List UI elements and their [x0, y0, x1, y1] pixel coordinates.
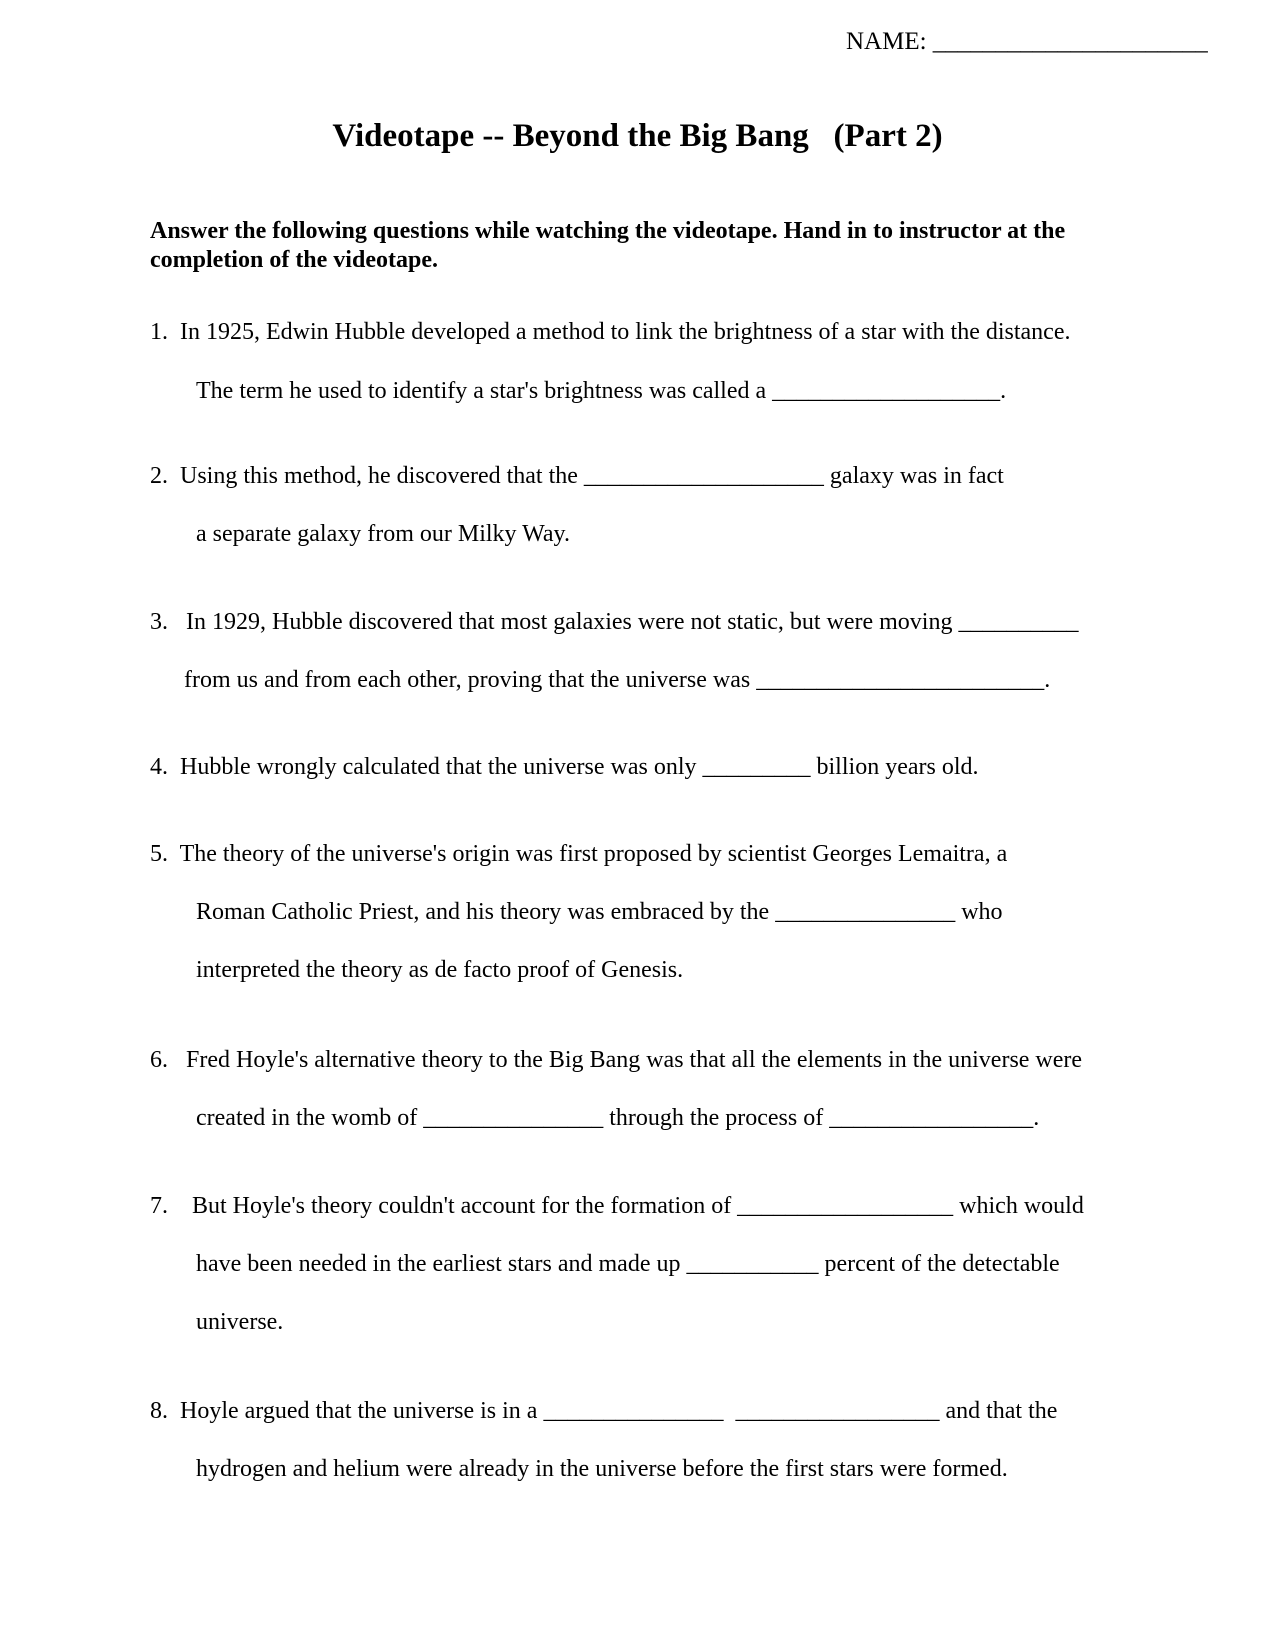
question-4-line-1: 4. Hubble wrongly calculated that the universe was only _________ billion years old.	[150, 754, 979, 780]
name-field-label: NAME: ______________________	[846, 28, 1208, 55]
question-1-line-2: The term he used to identify a star's brightness was called a ___________________.	[196, 378, 1007, 404]
question-7-line-2: have been needed in the earliest stars and made up ___________ percent of the detectable	[196, 1251, 1060, 1277]
question-8-line-2: hydrogen and helium were already in the universe before the first stars were formed.	[196, 1456, 1008, 1482]
question-2-line-1: 2. Using this method, he discovered that the ____________________ galaxy was in fact	[150, 463, 1004, 489]
question-5-line-1: 5. The theory of the universe's origin was first proposed by scientist Georges Lemaitra, a	[150, 841, 1008, 867]
instructions-text: Answer the following questions while watching the videotape. Hand in to instructor at the completion of the videotape.	[150, 218, 1066, 273]
question-7-line-3: universe.	[196, 1309, 284, 1335]
question-6-line-2: created in the womb of _______________ through the process of _________________.	[196, 1105, 1040, 1131]
question-8-line-1: 8. Hoyle argued that the universe is in a _______________ _________________ and that the	[150, 1398, 1058, 1424]
question-1-line-1: 1. In 1925, Edwin Hubble developed a method to link the brightness of a star with the distance.	[150, 319, 1071, 345]
question-3-line-1: 3. In 1929, Hubble discovered that most galaxies were not static, but were moving __________	[150, 609, 1079, 635]
question-5-line-3: interpreted the theory as de facto proof of Genesis.	[196, 957, 684, 983]
question-7-line-1: 7. But Hoyle's theory couldn't account for the formation of __________________ which would	[150, 1193, 1084, 1219]
question-2-line-2: a separate galaxy from our Milky Way.	[196, 521, 570, 547]
page-title: Videotape -- Beyond the Big Bang (Part 2)	[332, 118, 943, 154]
question-3-line-2: from us and from each other, proving that the universe was ________________________.	[184, 667, 1051, 693]
question-6-line-1: 6. Fred Hoyle's alternative theory to the Big Bang was that all the elements in the universe were	[150, 1047, 1083, 1073]
question-5-line-2: Roman Catholic Priest, and his theory was embraced by the _______________ who	[196, 899, 1003, 925]
